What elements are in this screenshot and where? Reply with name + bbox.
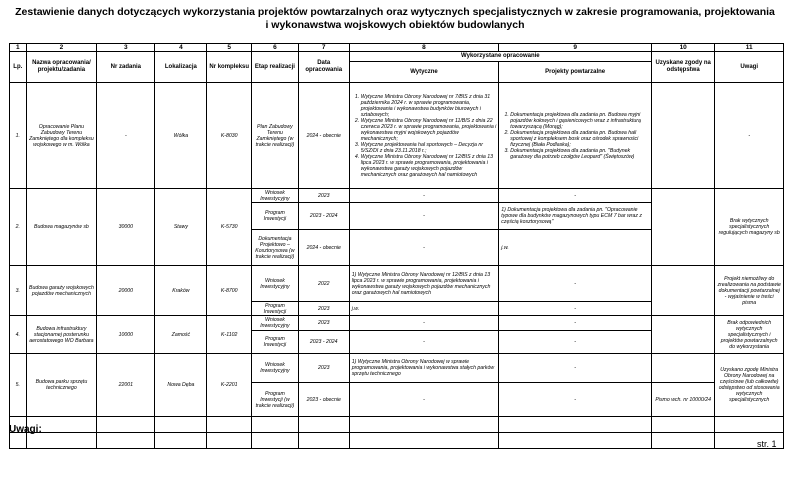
empty-cell: [298, 417, 349, 433]
row-etap: Wniosek Inwestycyjny: [252, 316, 299, 331]
col-number: 11: [715, 44, 784, 52]
row-projekty: -: [499, 354, 652, 383]
footer-uwagi-label: Uwagi:: [9, 424, 42, 435]
row-etap: Program Inwestycji: [252, 331, 299, 354]
row-projekty: -: [499, 383, 652, 417]
row-wytyczne: -: [349, 189, 499, 203]
col-number: 10: [652, 44, 715, 52]
row-uwagi: Brak odpowiednich wytycznych specjalistycznych i projektów powtarzalnych do wykorzystania: [715, 316, 784, 354]
row-data: 2023: [298, 302, 349, 316]
col-number: 4: [155, 44, 207, 52]
row-kompleks: K-8030: [207, 83, 252, 189]
header-uzyskane-zgody: Uzyskane zgody na odstępstwa: [652, 52, 715, 83]
empty-cell: [155, 433, 207, 449]
row-kompleks: K-2201: [207, 354, 252, 417]
row-wytyczne: -: [349, 230, 499, 266]
col-number: 1: [10, 44, 27, 52]
header-uwagi: Uwagi: [715, 52, 784, 83]
row-etap: Wniosek Inwestycyjny: [252, 189, 299, 203]
row-nazwa: Budowa garaży wojskowych pojazdów mechanicznych: [26, 266, 97, 316]
empty-cell: [652, 433, 715, 449]
projekty-item: Dokumentacja projektowa dla zadania pn. "Opracowanie typowe dla budynków magazynowych typu ECM 7 bar wraz z częścią kosztorysową": [501, 207, 642, 225]
wytyczne-item: Wytyczne Ministra Obrony Narodowej w sprawie programowania, projektowania i wykonawstwa stałych parków sprzętu technicznego: [351, 359, 495, 377]
row-etap: Program Inwestycji: [252, 203, 299, 230]
row-etap: Program Inwestycji (w trakcie realizacji): [252, 383, 299, 417]
row-nazwa: Budowa magazynów sb: [26, 189, 97, 266]
row-zgody: [652, 266, 715, 316]
row-data: 2022: [298, 266, 349, 302]
row-uwagi: Projekt niemożliwy do zrealizowania na podstawie dokumentacji powtarzalnej - wyjaśnienie w treści pisma: [715, 266, 784, 316]
header-nazwa: Nazwa opracowania/ projektu/zadania: [26, 52, 97, 83]
empty-cell: [715, 417, 784, 433]
row-lokalizacja: Kraków: [155, 266, 207, 316]
row-projekty: 1) Dokumentacja projektowa dla zadania pn. "Opracowanie typowe dla budynków magazynowych typu ECM 7 bar wraz z częścią kosztorysową": [499, 203, 652, 230]
header-etap: Etap realizacji: [252, 52, 299, 83]
empty-cell: [349, 433, 499, 449]
row-uwagi: -: [715, 83, 784, 189]
table-row: [10, 354, 784, 383]
wytyczne-item: 3. Wytyczne projektowania hal sportowych – Decyzja nr 5/SZ/DI z dnia 23.11.2018 r.;: [361, 142, 497, 154]
title-line-1: Zestawienie danych dotyczących wykorzystania projektów powtarzalnych oraz wytycznych specjalistycznych w zakresie programowania, projektowania: [15, 6, 775, 18]
row-data: 2023 - 2024: [298, 331, 349, 354]
header-projekty: Projekty powtarzalne: [499, 62, 652, 83]
col-number: 5: [207, 44, 252, 52]
table-row: [10, 189, 784, 203]
row-lp: 3.: [10, 266, 27, 316]
empty-cell: [97, 433, 155, 449]
empty-cell: [499, 433, 652, 449]
empty-cell: [652, 417, 715, 433]
row-nr-zadania: 10000: [97, 316, 155, 354]
row-lp: 5.: [10, 354, 27, 417]
row-lokalizacja: Stawy: [155, 189, 207, 266]
col-number: 3: [97, 44, 155, 52]
row-data: 2023: [298, 316, 349, 331]
row-etap: Dokumentacja Projektowo – Kosztorysowa (w trakcie realizacji): [252, 230, 299, 266]
row-kompleks: K-8700: [207, 266, 252, 316]
empty-cell: [252, 417, 299, 433]
header-nr-kompleksu: Nr kompleksu: [207, 52, 252, 83]
document-title: [0, 6, 790, 32]
wytyczne-item: 4. Wytyczne Ministra Obrony Narodowej nr 12/BIS z dnia 13 lipca 2023 r. w sprawie programowania, projektowania i wykonawstwa garaży wojskowych pojazdów mechanicznych oraz garażowych hal namiotowych: [361, 154, 497, 178]
row-uwagi: Uzyskano zgodę Ministra Obrony Narodowej na częściowe (lub całkowite) odstępstwo od stosowania wytycznych specjalistycznych: [715, 354, 784, 417]
row-projekty: -: [499, 316, 652, 331]
row-projekty: -: [499, 189, 652, 203]
wytyczne-item: 2. Wytyczne Ministra Obrony Narodowej nr 11/BIS z dnia 22 czerwca 2023 r. w sprawie programowania, projektowania i wykonawstwa myjni wojskowych pojazdów mechanicznych;: [361, 118, 497, 142]
empty-cell: [155, 417, 207, 433]
row-nr-zadania: 20000: [97, 266, 155, 316]
row-nr-zadania: 30000: [97, 189, 155, 266]
projekty-item: 1. Dokumentacja projektowa dla zadania pn. Budowa myjni pojazdów kołowych i gąsienicowych wraz z infrastrukturą towarzyszącą (Morąg);: [510, 112, 649, 130]
row-projekty: -: [499, 302, 652, 316]
row-zgody: [652, 316, 715, 354]
row-etap: Program Inwestycji: [252, 302, 299, 316]
col-number: 8: [349, 44, 499, 52]
row-nr-zadania: 22001: [97, 354, 155, 417]
row-nazwa: Budowa parku sprzętu technicznego: [26, 354, 97, 417]
header-nr-zadania: Nr zadania: [97, 52, 155, 83]
row-nr-zadania: -: [97, 83, 155, 189]
row-zgody: [652, 83, 715, 189]
row-lp: 2.: [10, 189, 27, 266]
header-row: [10, 52, 784, 62]
row-zgody: Pismo wch. nr 10000/24: [652, 383, 715, 417]
col-number: 9: [499, 44, 652, 52]
row-data: 2023 - 2024: [298, 203, 349, 230]
table-row: [10, 266, 784, 302]
row-wytyczne: [349, 83, 499, 189]
row-projekty: [499, 83, 652, 189]
row-lokalizacja: Wólka: [155, 83, 207, 189]
row-etap: Wniosek Inwestycyjny: [252, 354, 299, 383]
projekty-list: [501, 112, 649, 160]
header-lp: Lp.: [10, 52, 27, 83]
row-lp: 4.: [10, 316, 27, 354]
row-data: 2024 - obecnie: [298, 83, 349, 189]
empty-row: [10, 417, 784, 433]
row-projekty: -: [499, 331, 652, 354]
empty-cell: [97, 417, 155, 433]
row-data: 2023: [298, 189, 349, 203]
empty-row: [10, 433, 784, 449]
empty-cell: [349, 417, 499, 433]
row-lokalizacja: Zamość: [155, 316, 207, 354]
header-wytyczne: Wytyczne: [349, 62, 499, 83]
row-lokalizacja: Nowa Dęba: [155, 354, 207, 417]
row-data: 2023 - obecnie: [298, 383, 349, 417]
header-wykorzystane: Wykorzystane opracowanie: [349, 52, 651, 62]
empty-cell: [252, 433, 299, 449]
row-projekty: -: [499, 266, 652, 302]
data-table: [9, 43, 784, 449]
projekty-item: 2. Dokumentacja projektowa dla zadania pn. Budowa hali sportowej z kompleksem bosk oraz ośrodek sprawności fizycznej (Biała Podlaska);: [510, 130, 649, 148]
table-row: [10, 83, 784, 189]
row-nazwa: Budowa infrastruktury stacjonarnej posterunku aerostatowego WO Barbara: [26, 316, 97, 354]
row-projekty: j.w.: [499, 230, 652, 266]
row-zgody: [652, 354, 715, 383]
empty-cell: [207, 417, 252, 433]
row-etap: Wniosek Inwestycyjny: [252, 266, 299, 302]
column-number-row: [10, 44, 784, 52]
row-data: 2023: [298, 354, 349, 383]
row-uwagi: Brak wytycznych specjalistycznych regulujących magazyny sb: [715, 189, 784, 266]
projekty-item: 3. Dokumentacja projektowa dla zadania pn. "Budynek garażowy dla potrzeb czołgów Leopard" (Świętoszów): [510, 148, 649, 160]
col-number: 7: [298, 44, 349, 52]
row-kompleks: K-1102: [207, 316, 252, 354]
row-data: 2024 - obecnie: [298, 230, 349, 266]
wytyczne-item: Wytyczne Ministra Obrony Narodowej nr 12/BIS z dnia 13 lipca 2023 r. w sprawie programowania, projektowania i wykonawstwa garaży wojskowych pojazdów mechanicznych oraz garażowych hal namiotowych: [351, 271, 491, 296]
empty-cell: [298, 433, 349, 449]
row-wytyczne: j.w.: [349, 302, 499, 316]
wytyczne-list: [352, 94, 497, 178]
row-wytyczne: -: [349, 331, 499, 354]
col-number: 2: [26, 44, 97, 52]
empty-cell: [207, 433, 252, 449]
row-wytyczne: 1) Wytyczne Ministra Obrony Narodowej w sprawie programowania, projektowania i wykonawstwa stałych parków sprzętu technicznego: [349, 354, 499, 383]
header-lokalizacja: Lokalizacja: [155, 52, 207, 83]
table-row: [10, 316, 784, 331]
col-number: 6: [252, 44, 299, 52]
title-line-2: i wykonawstwa wojskowych obiektów budowlanych: [265, 19, 525, 31]
row-etap: Plan Zabudowy Terenu Zamkniętego (w trakcie realizacji): [252, 83, 299, 189]
row-kompleks: K-5730: [207, 189, 252, 266]
wytyczne-item: 1. Wytyczne Ministra Obrony Narodowej nr 7/BIS z dnia 31 października 2024 r. w sprawie programowania, projektowania i wykonawstwa budynków biurowych i sztabowych;: [361, 94, 497, 118]
row-lp: 1.: [10, 83, 27, 189]
empty-cell: [499, 417, 652, 433]
row-wytyczne: -: [349, 383, 499, 417]
row-zgody: [652, 189, 715, 266]
row-nazwa: Opracowanie Planu Zabudowy Terenu Zamkniętego dla kompleksu wojskowego w m. Wólka: [26, 83, 97, 189]
row-wytyczne: -: [349, 316, 499, 331]
header-data: Data opracowania: [298, 52, 349, 83]
row-wytyczne: -: [349, 203, 499, 230]
page-number: str. 1: [757, 439, 777, 449]
row-wytyczne: 1) Wytyczne Ministra Obrony Narodowej nr 12/BIS z dnia 13 lipca 2023 r. w sprawie programowania, projektowania i wykonawstwa garaży wojskowych pojazdów mechanicznych oraz garażowych hal namiotowych: [349, 266, 499, 302]
